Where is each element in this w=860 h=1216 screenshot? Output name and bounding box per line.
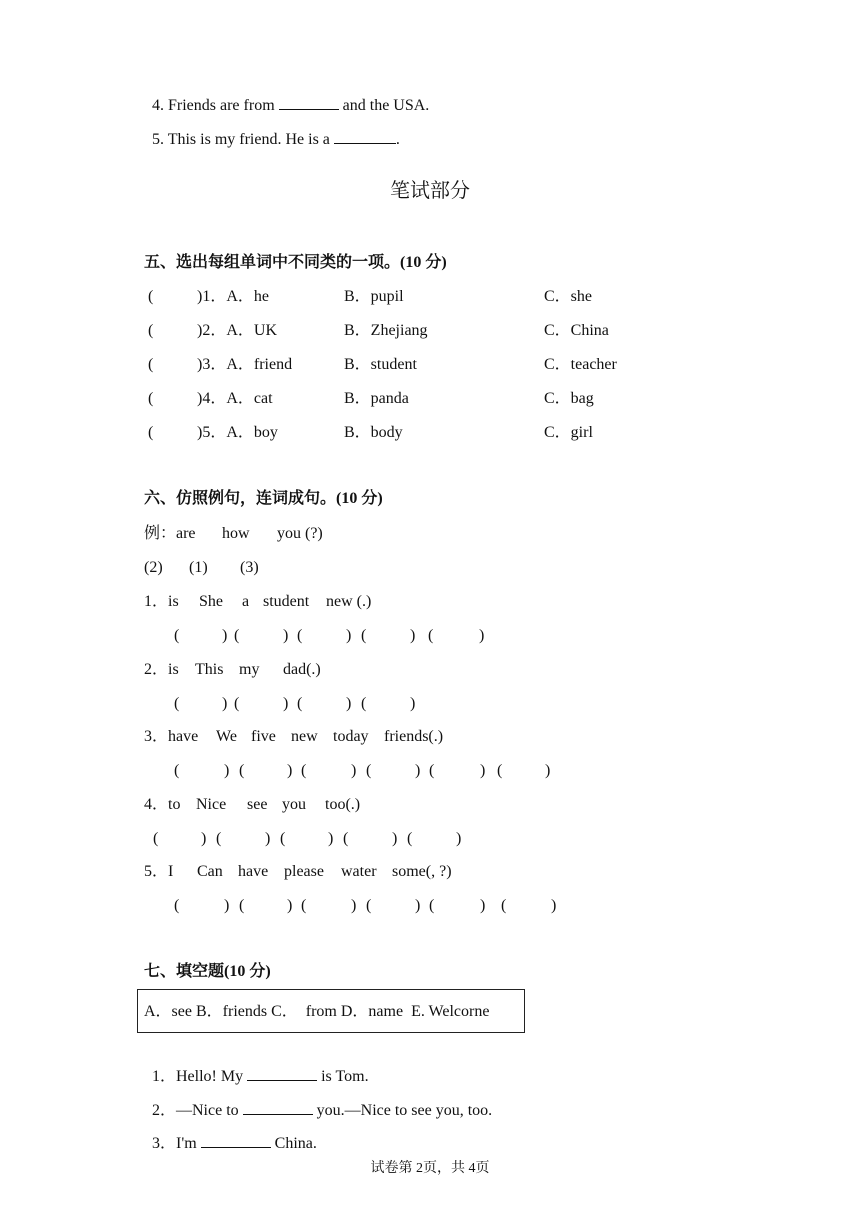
order-number: (3) [240, 559, 259, 576]
word: She [199, 593, 223, 610]
word: new [291, 728, 318, 745]
paren-open[interactable]: ( [361, 627, 367, 644]
option-c: C．bag [544, 390, 594, 407]
word: friends(.) [384, 728, 444, 745]
question-text: you.—Nice to see you, too. [312, 1102, 493, 1119]
word: see [247, 796, 268, 813]
paren-open[interactable]: ( [234, 695, 240, 712]
question-text: . [395, 131, 400, 148]
section-5-heading: 五、选出每组单词中不同类的一项。(10 分) [144, 254, 447, 271]
paren-close: ) [346, 695, 352, 712]
word: you [282, 796, 306, 813]
paren-close: ) [224, 897, 230, 914]
section-7-heading: 七、填空题(10 分) [144, 963, 271, 980]
order-number: (1) [189, 559, 208, 576]
page-footer: 试卷第 2页，共 4页 [370, 1161, 490, 1176]
paren-close: ) [201, 830, 207, 847]
paren-close: ) [351, 897, 357, 914]
word-bank-text: A．see B．friends C． from D．name E. Welcorne [144, 1003, 490, 1020]
paren-close: ) [222, 695, 228, 712]
paren-open[interactable]: ( [174, 695, 180, 712]
option-c: C．China [544, 322, 609, 339]
paren-close: ) [224, 762, 230, 779]
paren-close: ) [410, 627, 416, 644]
word: please [284, 863, 324, 880]
paren-open[interactable]: ( [366, 762, 372, 779]
paren-close: ) [222, 627, 228, 644]
word: you (?) [277, 525, 323, 542]
paren-open[interactable]: ( [343, 830, 349, 847]
word-bank-box [137, 989, 525, 1033]
word: Can [197, 863, 223, 880]
paren-open[interactable]: ( [174, 897, 180, 914]
word: 3．have [144, 728, 199, 745]
paren-open[interactable]: ( [429, 897, 435, 914]
option-c: C．girl [544, 424, 593, 441]
answer-paren[interactable]: ( [148, 424, 154, 441]
s7-question-3 [144, 1111, 317, 1154]
section-title: 笔试部分 [390, 178, 470, 202]
paren-close: ) [265, 830, 271, 847]
paren-open[interactable]: ( [361, 695, 367, 712]
word: new (.) [326, 593, 372, 610]
paren-close: ) [415, 897, 421, 914]
paren-open[interactable]: ( [234, 627, 240, 644]
paren-close: ) [287, 762, 293, 779]
word: student [263, 593, 310, 610]
option-b: B．body [344, 424, 403, 441]
paren-close: ) [410, 695, 416, 712]
paren-close: ) [287, 897, 293, 914]
paren-open[interactable]: ( [301, 897, 307, 914]
question-text: 5. This is my friend. He is a [152, 131, 334, 148]
word: today [333, 728, 369, 745]
paren-close: ) [480, 762, 486, 779]
paren-close: ) [415, 762, 421, 779]
word: 2．is [144, 661, 179, 678]
paren-close: ) [480, 897, 486, 914]
paren-open[interactable]: ( [301, 762, 307, 779]
option-a: )5．A．boy [197, 424, 278, 441]
option-a: )2．A．UK [197, 322, 277, 339]
word: dad(.) [283, 661, 321, 678]
word: a [242, 593, 250, 610]
option-b: B．student [344, 356, 417, 373]
word: how [222, 525, 250, 542]
question-text: 3．I'm [152, 1135, 201, 1152]
question-5 [144, 107, 400, 150]
word: Nice [196, 796, 227, 813]
option-b: B．Zhejiang [344, 322, 428, 339]
paren-open[interactable]: ( [297, 695, 303, 712]
paren-close: ) [346, 627, 352, 644]
option-b: B．pupil [344, 288, 404, 305]
paren-open[interactable]: ( [429, 762, 435, 779]
order-number: (2) [144, 559, 163, 576]
paren-open[interactable]: ( [428, 627, 434, 644]
question-text: 4. Friends are from [152, 97, 279, 114]
paren-close: ) [283, 695, 289, 712]
question-text: is Tom. [317, 1068, 369, 1085]
paren-close: ) [545, 762, 551, 779]
paren-close: ) [351, 762, 357, 779]
word: 5．I [144, 863, 174, 880]
paren-open[interactable]: ( [366, 897, 372, 914]
paren-close: ) [456, 830, 462, 847]
word: We [216, 728, 237, 745]
option-a: )4．A．cat [197, 390, 273, 407]
word: This [195, 661, 224, 678]
answer-paren[interactable]: ( [148, 390, 154, 407]
paren-close: ) [283, 627, 289, 644]
word: have [238, 863, 269, 880]
paren-close: ) [479, 627, 485, 644]
option-c: C．she [544, 288, 593, 305]
section-6-heading: 六、仿照例句，连词成句。(10 分) [144, 490, 383, 507]
answer-blank[interactable] [334, 127, 396, 144]
word: five [251, 728, 276, 745]
question-text: 2．—Nice to [152, 1102, 243, 1119]
paren-open[interactable]: ( [280, 830, 286, 847]
paren-open[interactable]: ( [174, 627, 180, 644]
option-c: C．teacher [544, 356, 617, 373]
paren-open[interactable]: ( [497, 762, 503, 779]
paren-open[interactable]: ( [239, 897, 245, 914]
option-b: B．panda [344, 390, 409, 407]
answer-blank[interactable] [201, 1131, 271, 1148]
paren-open[interactable]: ( [153, 830, 159, 847]
paren-open[interactable]: ( [501, 897, 507, 914]
word: too(.) [325, 796, 361, 813]
word: water [341, 863, 377, 880]
paren-open[interactable]: ( [239, 762, 245, 779]
paren-open[interactable]: ( [407, 830, 413, 847]
word: 1．is [144, 593, 179, 610]
paren-open[interactable]: ( [174, 762, 180, 779]
paren-open[interactable]: ( [297, 627, 303, 644]
paren-close: ) [328, 830, 334, 847]
word: some(, ?) [392, 863, 452, 880]
word: 4．to [144, 796, 181, 813]
word: 例：are [144, 525, 196, 542]
answer-paren[interactable]: ( [148, 322, 154, 339]
paren-open[interactable]: ( [216, 830, 222, 847]
paren-close: ) [551, 897, 557, 914]
word: my [239, 661, 260, 678]
answer-paren[interactable]: ( [148, 288, 154, 305]
answer-paren[interactable]: ( [148, 356, 154, 373]
option-a: )1．A．he [197, 288, 269, 305]
option-a: )3．A．friend [197, 356, 293, 373]
question-text: China. [270, 1135, 317, 1152]
question-text: and the USA. [338, 97, 430, 114]
question-text: 1．Hello! My [152, 1068, 248, 1085]
paren-close: ) [392, 830, 398, 847]
